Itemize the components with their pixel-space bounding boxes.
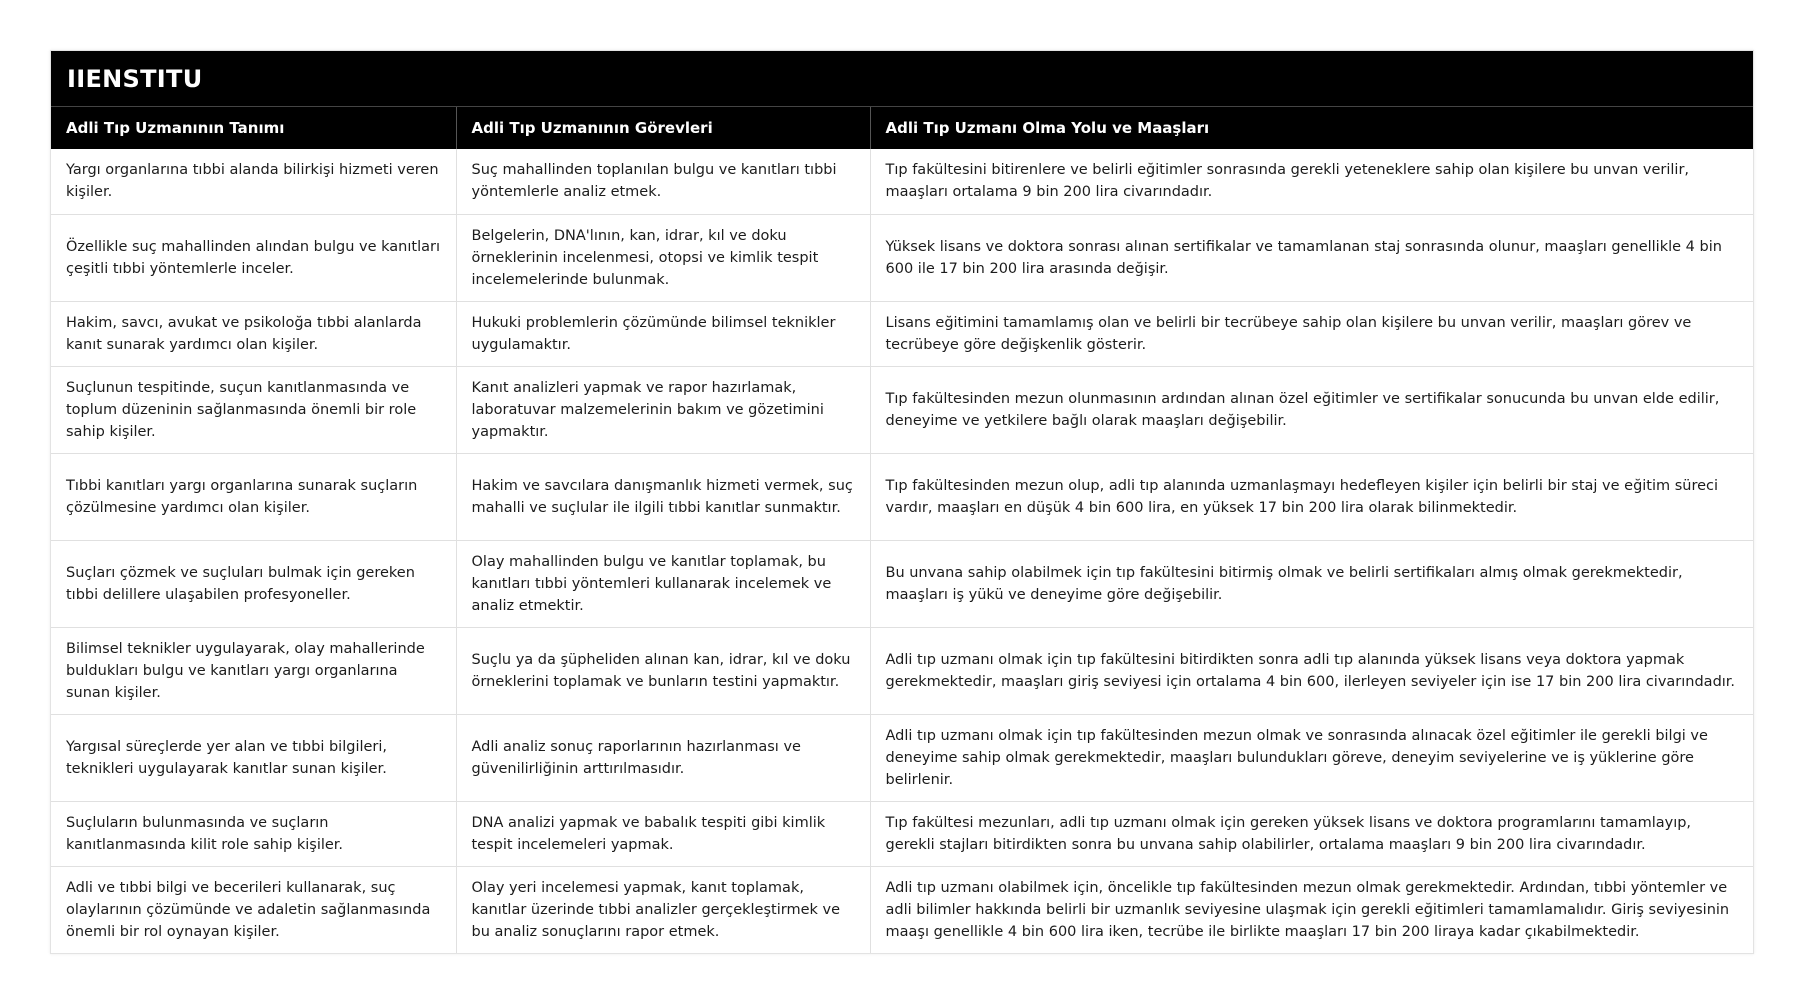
column-header-definition: Adli Tıp Uzmanının Tanımı <box>51 107 456 149</box>
cell-definition: Adli ve tıbbi bilgi ve becerileri kullanarak, suç olaylarının çözümünde ve adaletin sağlanmasında önemli bir rol oynayan kişiler. <box>51 866 456 953</box>
table-row <box>51 301 1753 366</box>
cell-career-salary: Tıp fakültesinden mezun olunmasının ardından alınan özel eğitimler ve sertifikalar sonucunda bu unvan elde edilir, deneyime ve yetkilere bağlı olarak maaşları değişebilir. <box>870 366 1753 453</box>
cell-definition: Bilimsel teknikler uygulayarak, olay mahallerinde buldukları bulgu ve kanıtları yargı organlarına sunan kişiler. <box>51 627 456 714</box>
table-body <box>51 149 1753 953</box>
column-header-duties: Adli Tıp Uzmanının Görevleri <box>456 107 870 149</box>
cell-career-salary: Yüksek lisans ve doktora sonrası alınan sertifikalar ve tamamlanan staj sonrasında olunur, maaşları genellikle 4 bin 600 ile 17 bin 200 lira arasında değişir. <box>870 214 1753 301</box>
table-header <box>51 107 1753 149</box>
cell-definition: Yargı organlarına tıbbi alanda bilirkişi hizmeti veren kişiler. <box>51 149 456 214</box>
cell-definition: Hakim, savcı, avukat ve psikoloğa tıbbi alanlarda kanıt sunarak yardımcı olan kişiler. <box>51 301 456 366</box>
cell-definition: Suçluların bulunmasında ve suçların kanıtlanmasında kilit role sahip kişiler. <box>51 801 456 866</box>
table-row <box>51 149 1753 214</box>
cell-duties: Olay mahallinden bulgu ve kanıtlar toplamak, bu kanıtları tıbbi yöntemleri kullanarak incelemek ve analiz etmektir. <box>456 540 870 627</box>
cell-duties: Olay yeri incelemesi yapmak, kanıt toplamak, kanıtlar üzerinde tıbbi analizler gerçekleştirmek ve bu analiz sonuçlarını rapor etmek. <box>456 866 870 953</box>
cell-duties: Kanıt analizleri yapmak ve rapor hazırlamak, laboratuvar malzemelerinin bakım ve gözetimini yapmaktır. <box>456 366 870 453</box>
cell-definition: Özellikle suç mahallinden alından bulgu ve kanıtları çeşitli tıbbi yöntemlerle inceler. <box>51 214 456 301</box>
cell-career-salary: Lisans eğitimini tamamlamış olan ve belirli bir tecrübeye sahip olan kişilere bu unvan verilir, maaşları görev ve tecrübeye göre değişkenlik gösterir. <box>870 301 1753 366</box>
cell-career-salary: Adli tıp uzmanı olmak için tıp fakültesinden mezun olmak ve sonrasında alınacak özel eğitimler ile gerekli bilgi ve deneyime sahip olmak gerekmektedir, maaşları bulundukları göreve, deneyim seviyelerine ve iş yüklerine göre belirlenir. <box>870 714 1753 801</box>
table-row <box>51 714 1753 801</box>
cell-career-salary: Tıp fakültesi mezunları, adli tıp uzmanı olmak için gereken yüksek lisans ve doktora programlarını tamamlayıp, gerekli stajları bitirdikten sonra bu unvana sahip olabilirler, ortalama maaşları 9 bin 200 lira civarındadır. <box>870 801 1753 866</box>
cell-definition: Suçları çözmek ve suçluları bulmak için gereken tıbbi delillere ulaşabilen profesyoneller. <box>51 540 456 627</box>
cell-duties: Belgelerin, DNA'lının, kan, idrar, kıl ve doku örneklerinin incelenmesi, otopsi ve kimlik tespit incelemelerinde bulunmak. <box>456 214 870 301</box>
column-header-career-salary: Adli Tıp Uzmanı Olma Yolu ve Maaşları <box>870 107 1753 149</box>
table-row <box>51 214 1753 301</box>
cell-career-salary: Tıp fakültesini bitirenlere ve belirli eğitimler sonrasında gerekli yeteneklere sahip olan kişilere bu unvan verilir, maaşları ortalama 9 bin 200 lira civarındadır. <box>870 149 1753 214</box>
cell-career-salary: Tıp fakültesinden mezun olup, adli tıp alanında uzmanlaşmayı hedefleyen kişiler için belirli bir staj ve eğitim süreci vardır, maaşları en düşük 4 bin 600 lira, en yüksek 17 bin 200 lira olarak bilinmektedir. <box>870 453 1753 540</box>
table-row <box>51 540 1753 627</box>
table-row <box>51 801 1753 866</box>
cell-duties: Hakim ve savcılara danışmanlık hizmeti vermek, suç mahalli ve suçlular ile ilgili tıbbi kanıtlar sunmaktır. <box>456 453 870 540</box>
cell-career-salary: Bu unvana sahip olabilmek için tıp fakültesini bitirmiş olmak ve belirli sertifikaları almış olmak gerekmektedir, maaşları iş yükü ve deneyime göre değişebilir. <box>870 540 1753 627</box>
cell-career-salary: Adli tıp uzmanı olmak için tıp fakültesini bitirdikten sonra adli tıp alanında yüksek lisans veya doktora yapmak gerekmektedir, maaşları giriş seviyesi için ortalama 4 bin 600, ilerleyen seviyeler için ise 17 bin 200 lira civarındadır. <box>870 627 1753 714</box>
brand-title: IIENSTITU <box>51 51 1753 107</box>
cell-duties: DNA analizi yapmak ve babalık tespiti gibi kimlik tespit incelemeleri yapmak. <box>456 801 870 866</box>
table-row <box>51 453 1753 540</box>
info-table <box>51 107 1753 953</box>
cell-duties: Hukuki problemlerin çözümünde bilimsel teknikler uygulamaktır. <box>456 301 870 366</box>
cell-career-salary: Adli tıp uzmanı olabilmek için, öncelikle tıp fakültesinden mezun olmak gerekmektedir. Ardından, tıbbi yöntemler ve adli bilimler hakkında belirli bir uzmanlık seviyesine ulaşmak için gerekli eğitimleri tamamlamalıdır. Giriş seviyesinin maaşı genellikle 4 bin 600 lira iken, tecrübe ile birlikte maaşları 17 bin 200 liraya kadar çıkabilmektedir. <box>885 879 1730 940</box>
cell-duties: Adli analiz sonuç raporlarının hazırlanması ve güvenilirliğinin arttırılmasıdır. <box>456 714 870 801</box>
table-row <box>51 866 1753 953</box>
table-row <box>51 366 1753 453</box>
table-card <box>50 50 1754 954</box>
cell-definition: Tıbbi kanıtları yargı organlarına sunarak suçların çözülmesine yardımcı olan kişiler. <box>51 453 456 540</box>
cell-duties: Suçlu ya da şüpheliden alınan kan, idrar, kıl ve doku örneklerini toplamak ve bunların testini yapmaktır. <box>456 627 870 714</box>
table-row <box>51 627 1753 714</box>
cell-definition: Yargısal süreçlerde yer alan ve tıbbi bilgileri, teknikleri uygulayarak kanıtlar sunan kişiler. <box>51 714 456 801</box>
header-row <box>51 107 1753 149</box>
cell-duties: Suç mahallinden toplanılan bulgu ve kanıtları tıbbi yöntemlerle analiz etmek. <box>456 149 870 214</box>
cell-definition: Suçlunun tespitinde, suçun kanıtlanmasında ve toplum düzeninin sağlanmasında önemli bir role sahip kişiler. <box>51 366 456 453</box>
